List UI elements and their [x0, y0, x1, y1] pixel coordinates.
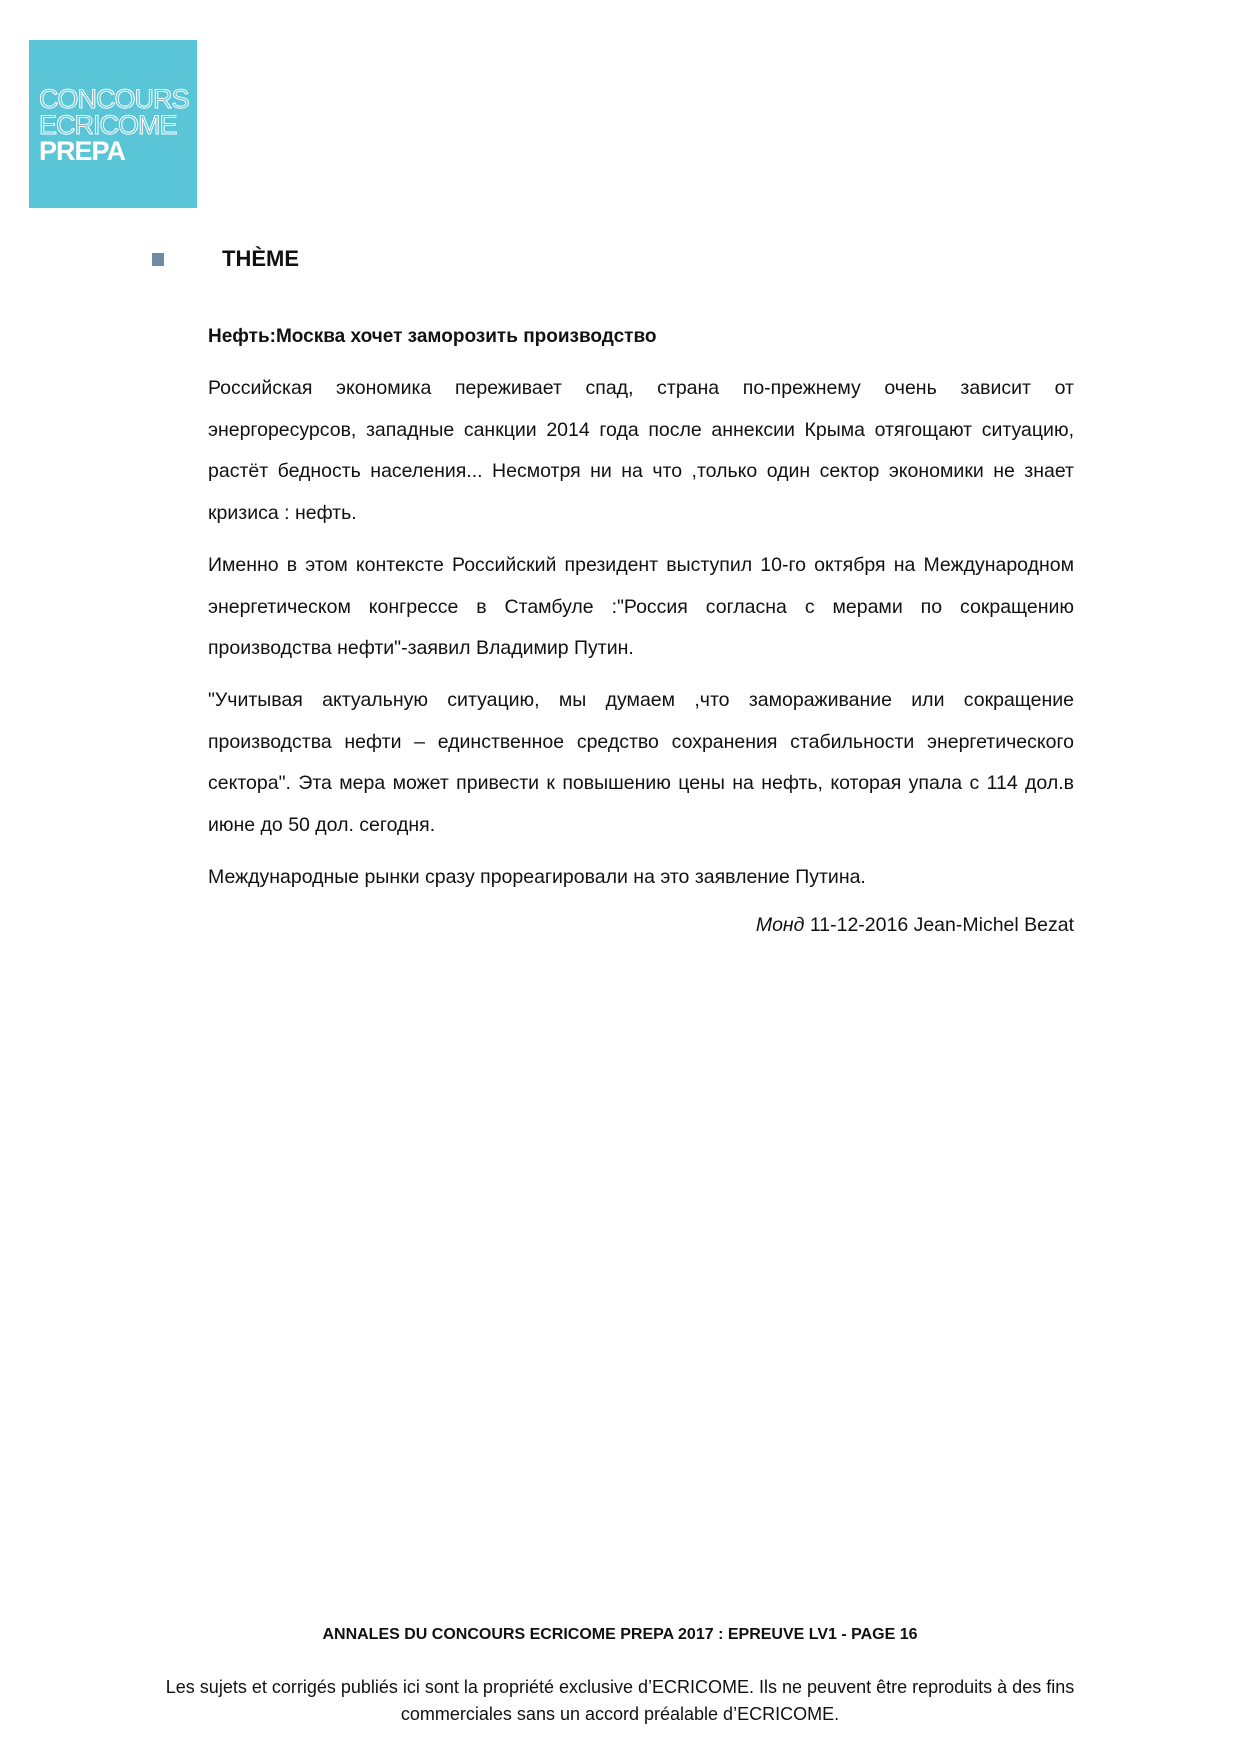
footer-copyright-note: Les sujets et corrigés publiés ici sont la propriété exclusive d’ECRICOME. Ils ne peuvent être reproduits à des fins commerciales sans un accord préalable d’ECRICOME. — [165, 1677, 1075, 1724]
article-paragraph-4: Международные рынки сразу прореагировали на это заявление Путина. — [208, 865, 866, 888]
logo-line-ecricome: ECRICOME — [39, 110, 177, 140]
article-paragraph-3: "Учитывая актуальную ситуацию, мы думаем ,что замораживание или сокращение производства нефти – единственное средство сохранения стабильности энергетического сектора". Эта мера может привести к повышению цены на нефть, которая упала с 114 дол.в июне до 50 дол. сегодня. — [208, 688, 1074, 837]
logo-line-concours: CONCOURS — [39, 84, 189, 114]
footer-title: ANNALES DU CONCOURS ECRICOME PREPA 2017 : EPREUVE LV1 - PAGE 16 — [322, 1626, 918, 1643]
source-publication: Монд — [755, 914, 805, 937]
article-paragraph-2: Именно в этом контексте Российский президент выступил 10-го октября на Международном энергетическом конгрессе в Стамбуле :"Россия согласна с мерами по сокращению производства нефти"-заявил Владимир Путин. — [208, 553, 1074, 660]
article-source — [208, 908, 1074, 942]
section-title: THÈME — [222, 246, 299, 271]
source-date-author: 11-12-2016 Jean-Michel Bezat — [804, 914, 1074, 937]
article-title: Нефть:Москва хочет заморозить производство — [208, 326, 657, 347]
square-bullet-icon — [152, 253, 164, 266]
article — [208, 320, 1074, 942]
logo-line-prepa: PREPA — [39, 136, 126, 166]
article-paragraph-1: Российская экономика переживает спад, страна по-прежнему очень зависит от энергоресурсов, западные санкции 2014 года после аннексии Крыма отягощают ситуацию, растёт бедность населения... Несмотря ни на что ,только один сектор экономики не знает кризиса : нефть. — [208, 377, 1074, 525]
ecricome-logo — [29, 40, 197, 208]
